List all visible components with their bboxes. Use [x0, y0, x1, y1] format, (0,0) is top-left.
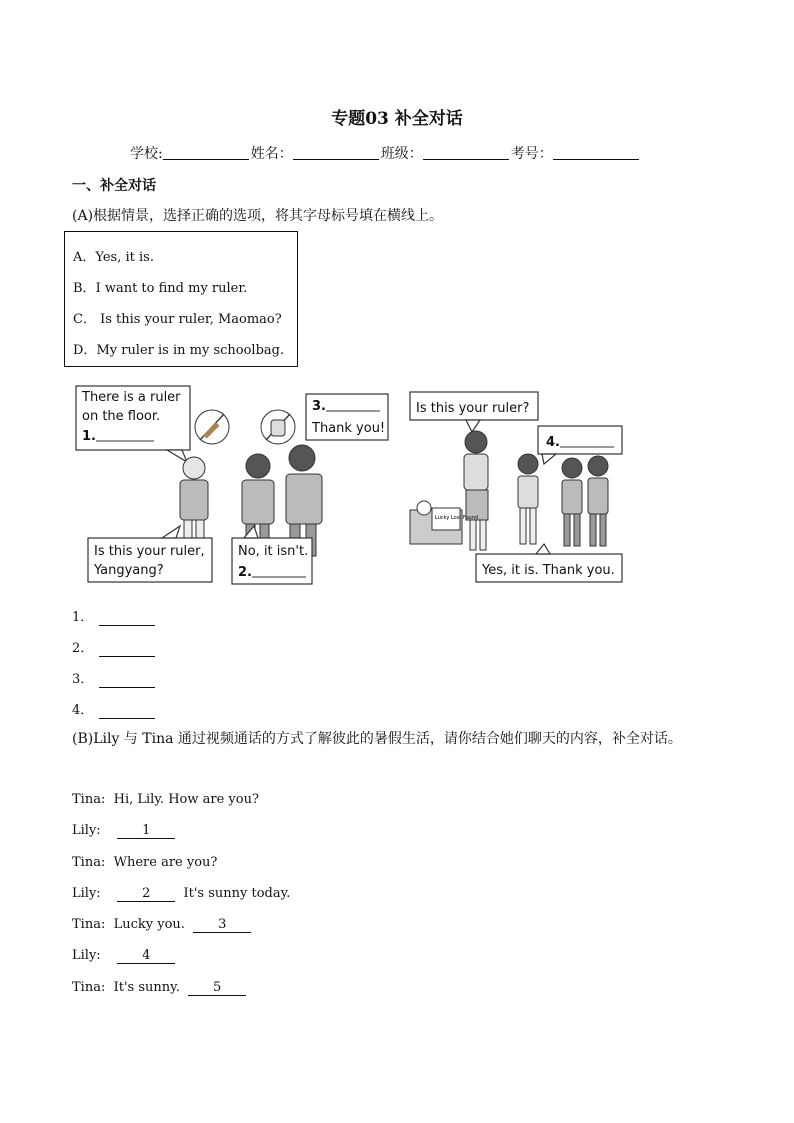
class-field[interactable] [423, 144, 509, 160]
svg-text:1.: 1. [82, 429, 96, 444]
speech-bubble-2 [306, 394, 388, 440]
speech-bubble-5 [410, 392, 538, 432]
section-heading: 一、补全对话 [72, 178, 156, 194]
dialogue-blank-5[interactable]: 5 [188, 980, 246, 996]
ruler-icon [195, 410, 229, 444]
school-label: 学校: [130, 146, 163, 162]
dialogue-blank-4[interactable]: 4 [117, 948, 175, 964]
svg-text:Is this your ruler,: Is this your ruler, [94, 544, 205, 559]
svg-text:Yes, it is. Thank you.: Yes, it is. Thank you. [482, 563, 615, 578]
option-a: A．Yes, it is. [73, 250, 154, 265]
option-c: C． Is this your ruler, Maomao? [73, 312, 282, 327]
answer-line-3: 3． [72, 668, 155, 688]
answer-line-4: 4． [72, 699, 155, 719]
svg-text:There is a ruler: There is a ruler [82, 390, 181, 405]
dialogue-line-7: Tina: It's sunny. 5 [72, 980, 246, 996]
answer-blank-3[interactable] [99, 672, 155, 688]
dialogue-blank-3[interactable]: 3 [193, 917, 251, 933]
girl-2-figure [518, 454, 538, 544]
options-box [64, 231, 298, 367]
dialogue-line-5: Tina: Lucky you. 3 [72, 917, 251, 933]
svg-text:3.: 3. [312, 399, 326, 414]
dialogue-blank-1[interactable]: 1 [117, 823, 175, 839]
school-field[interactable] [163, 144, 249, 160]
answer-blank-4[interactable] [99, 703, 155, 719]
option-b: B．I want to find my ruler. [73, 281, 248, 296]
class-label: 班级： [380, 146, 423, 162]
speech-bubble-7 [476, 544, 622, 582]
svg-text:2.: 2. [238, 565, 252, 580]
student-info-line [130, 143, 641, 163]
option-d: D．My ruler is in my schoolbag. [73, 343, 285, 358]
dialogue-line-2: Lily: 1 [72, 823, 175, 839]
page-title: 专题03 补全对话 [331, 109, 463, 129]
dialogue-line-1: Tina: Hi, Lily. How are you? [72, 792, 259, 807]
name-label: 姓名： [250, 146, 293, 162]
scene-illustration [72, 384, 722, 589]
svg-text:Yangyang?: Yangyang? [94, 563, 164, 578]
dialogue-blank-2[interactable]: 2 [117, 886, 175, 902]
svg-text:4.: 4. [546, 435, 560, 450]
answer-blank-1[interactable] [99, 610, 155, 626]
name-field[interactable] [293, 144, 379, 160]
svg-text:Lucky Lost Found: Lucky Lost Found [435, 515, 479, 521]
answer-blank-2[interactable] [99, 641, 155, 657]
dialogue-line-3: Tina: Where are you? [72, 855, 218, 870]
dialogue-line-4: Lily: 2 It's sunny today. [72, 886, 291, 901]
part-a-instruction: (A)根据情景，选择正确的选项，将其字母标号填在横线上。 [72, 208, 444, 224]
number-label: 考号： [510, 146, 553, 162]
part-b-instruction: (B)Lily 与 Tina 通过视频通话的方式了解彼此的暑假生活，请你结合她们聊天的内容，补全对话。 [72, 731, 682, 747]
speech-bubble-1 [76, 386, 190, 462]
boy-3-figure [588, 456, 608, 546]
svg-text:Is this your ruler?: Is this your ruler? [416, 401, 530, 416]
answer-line-1: 1． [72, 606, 155, 626]
boy-2-figure [562, 458, 582, 546]
number-field[interactable] [553, 144, 639, 160]
svg-text:on the floor.: on the floor. [82, 409, 161, 424]
schoolbag-icon [261, 410, 295, 444]
dialogue-line-6: Lily: 4 [72, 948, 175, 964]
answer-line-2: 2． [72, 637, 155, 657]
teacher-figure [464, 431, 488, 550]
svg-text:Thank you!: Thank you! [312, 421, 386, 436]
speech-bubble-6 [538, 426, 622, 464]
speech-bubble-3 [88, 526, 212, 582]
svg-text:No, it isn't.: No, it isn't. [238, 544, 309, 559]
